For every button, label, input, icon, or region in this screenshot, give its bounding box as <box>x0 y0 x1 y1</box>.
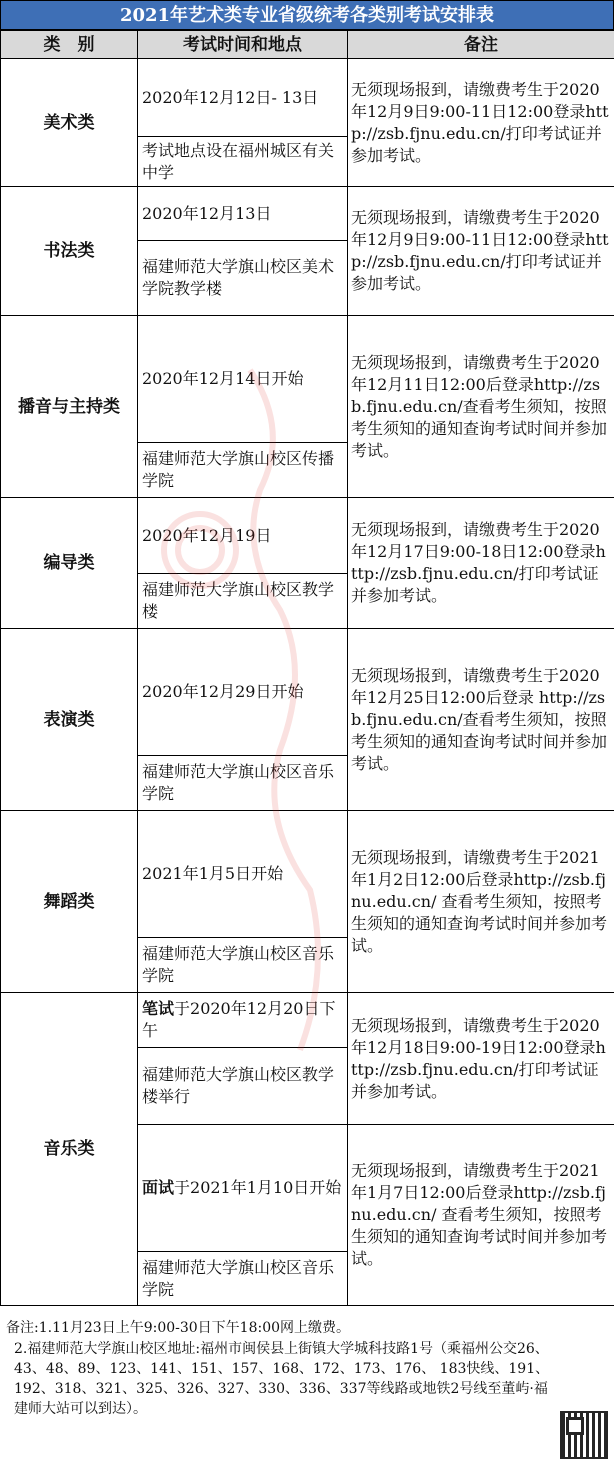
time-cell: 2020年12月29日开始 <box>138 629 348 756</box>
note-cell: 无须现场报到，请缴费考生于2020年12月9日9:00-11日12:00登录http://zsb.fjnu.edu.cn/打印考试证并参加考试。 <box>348 187 614 316</box>
footer-note-1: 备注:1.11月23日上午9:00-30日下午18:00网上缴费。 <box>6 1320 351 1336</box>
exam-schedule-table <box>0 30 614 1306</box>
time-cell: 2020年12月13日 <box>138 187 348 241</box>
place-cell: 福建师范大学旗山校区音乐学院 <box>138 938 348 993</box>
category-cell: 美术类 <box>1 59 138 187</box>
note-cell: 无须现场报到，请缴费考生于2020年12月25日12:00后登录 http://zsb.fjnu.edu.cn/查看考生须知，按照考生须知的通知查询考试时间并参加考试。 <box>348 629 614 811</box>
place-cell: 福建师范大学旗山校区教学楼 <box>138 574 348 629</box>
header-time-place: 考试时间和地点 <box>138 31 348 59</box>
time-cell: 2020年12月12日- 13日 <box>138 59 348 137</box>
table-row <box>1 59 614 137</box>
place-cell: 福建师范大学旗山校区美术学院教学楼 <box>138 241 348 316</box>
table-row <box>1 316 614 443</box>
footer-note-2: 2.福建师范大学旗山校区地址:福州市闽侯县上街镇大学城科技路1号（乘福州公交26、43、48、89、123、141、151、157、168、172、173、176、 183快线、191、192、318、321、325、326、327、330、336、337等线路或地铁2号线至董屿·福建师大站可以到达）。 <box>14 1341 550 1417</box>
note-cell: 无须现场报到，请缴费考生于2020年12月11日12:00后登录http://zsb.fjnu.edu.cn/查看考生须知，按照考生须知的通知查询考试时间并参加考试。 <box>348 316 614 498</box>
note-cell: 无须现场报到，请缴费考生于2021年1月7日12:00后登录http://zsb.fjnu.edu.cn/ 查看考生须知，按照考生须知的通知查询考试时间并参加考试。 <box>348 1125 614 1306</box>
header-category: 类 别 <box>1 31 138 59</box>
place-cell: 福建师范大学旗山校区传播学院 <box>138 443 348 498</box>
header-row <box>1 31 614 59</box>
category-cell: 书法类 <box>1 187 138 316</box>
category-cell: 编导类 <box>1 498 138 629</box>
note-cell: 无须现场报到，请缴费考生于2020年12月18日9:00-19日12:00登录http://zsb.fjnu.edu.cn/打印考试证并参加考试。 <box>348 993 614 1125</box>
place-cell: 福建师范大学旗山校区教学楼举行 <box>138 1048 348 1125</box>
category-cell: 表演类 <box>1 629 138 811</box>
time-cell: 2020年12月19日 <box>138 498 348 574</box>
time-cell <box>138 1125 348 1252</box>
note-cell: 无须现场报到，请缴费考生于2020年12月9日9:00-11日12:00登录http://zsb.fjnu.edu.cn/打印考试证并参加考试。 <box>348 59 614 187</box>
table-row <box>1 498 614 574</box>
category-cell: 音乐类 <box>1 993 138 1306</box>
interview-lead: 面试 <box>142 1178 175 1197</box>
category-cell: 播音与主持类 <box>1 316 138 498</box>
table-row <box>1 811 614 938</box>
table-row <box>1 993 614 1048</box>
time-cell: 2021年1月5日开始 <box>138 811 348 938</box>
place-cell: 考试地点设在福州城区有关中学 <box>138 137 348 187</box>
note-cell: 无须现场报到，请缴费考生于2021年1月2日12:00后登录http://zsb.fjnu.edu.cn/ 查看考生须知，按照考生须知的通知查询考试时间并参加考试。 <box>348 811 614 993</box>
interview-time: 于2021年1月10日开始 <box>174 1178 342 1197</box>
qr-code-icon <box>560 1411 608 1459</box>
category-cell: 舞蹈类 <box>1 811 138 993</box>
time-cell: 2020年12月14日开始 <box>138 316 348 443</box>
written-lead: 笔试 <box>142 999 175 1018</box>
place-cell: 福建师范大学旗山校区音乐学院 <box>138 1252 348 1306</box>
header-note: 备注 <box>348 31 614 59</box>
place-cell: 福建师范大学旗山校区音乐学院 <box>138 756 348 811</box>
time-cell <box>138 993 348 1048</box>
table-title: 2021年艺术类专业省级统考各类别考试安排表 <box>0 0 614 30</box>
written-time: 于2020年12月20日下午 <box>142 999 336 1040</box>
note-cell: 无须现场报到，请缴费考生于2020年12月17日9:00-18日12:00登录http://zsb.fjnu.edu.cn/打印考试证并参加考试。 <box>348 498 614 629</box>
table-row <box>1 187 614 241</box>
table-row <box>1 629 614 756</box>
